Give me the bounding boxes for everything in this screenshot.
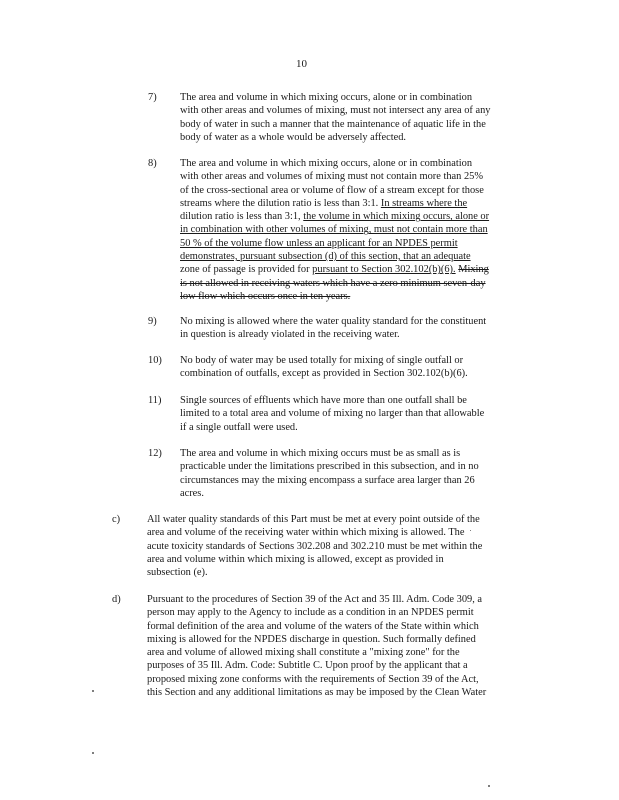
item-7-line: body of water in such a manner that the maintenance of aquatic life in the: [180, 118, 486, 130]
item-8-line: [180, 250, 530, 263]
item-10-line: combination of outfalls, except as provided in Section 302.102(b)(6).: [180, 368, 468, 380]
item-8-number: 8): [148, 158, 157, 169]
item-11-line: limited to a total area and volume of mixing no larger than that allowable: [180, 408, 485, 420]
subsection-c-line: subsection (e).: [147, 567, 208, 579]
subsection-d-line: Pursuant to the procedures of Section 39 of the Act and 35 Ill. Adm. Code 309, a: [147, 594, 483, 605]
item-7-number: 7): [148, 92, 157, 103]
subsection-d-line: mixing is allowed for the NPDES discharge in question. Such formally defined: [147, 633, 476, 645]
item-7-line: body of water as a whole would be adversely affected.: [180, 131, 407, 143]
item-9-line: No mixing is allowed where the water quality standard for the constituent: [180, 316, 487, 327]
subsection-c-line: area and volume within which mixing is allowed, except as provided in: [147, 553, 444, 565]
scan-speck: [92, 752, 94, 754]
deleted-text: Mixing: [458, 264, 489, 276]
item-9-text: [180, 315, 530, 342]
item-8-text: [180, 157, 530, 303]
item-12-number: 12): [148, 448, 162, 459]
item-7-line: with other areas and volumes of mixing, must not intersect any area of any: [180, 105, 491, 117]
scan-speck: [92, 690, 94, 692]
item-8-line: with other areas and volumes of mixing must not contain more than 25%: [180, 171, 483, 183]
subsection-c-text: [147, 513, 531, 579]
subsection-d-line: area and volume of allowed mixing shall constitute a "mixing zone" for the: [147, 647, 460, 659]
item-12-line: acres.: [180, 487, 204, 499]
item-11-text: [180, 394, 530, 434]
item-8-line: [180, 277, 530, 290]
item-9-line: in question is already violated in the receiving water.: [180, 329, 400, 341]
item-8-line: [180, 210, 530, 223]
inserted-text: in combination with other volumes of mixing, must not contain more than: [180, 224, 488, 236]
scan-speck: [470, 530, 471, 531]
item-7-line: The area and volume in which mixing occurs, alone or in combination: [180, 92, 473, 103]
item-10-line: No body of water may be used totally for mixing of single outfall or: [180, 355, 464, 366]
subsection-d-text: [147, 593, 531, 699]
item-12-text: [180, 447, 530, 500]
subsection-c-line: area and volume of the receiving water within which mixing is allowed. The: [147, 527, 465, 539]
item-12-line: circumstances may the mixing encompass a surface area larger than 26: [180, 474, 475, 486]
item-10-text: [180, 354, 530, 381]
inserted-text: demonstrates, pursuant subsection (d) of this section, that an adequate: [180, 251, 471, 263]
item-12-line: The area and volume in which mixing occurs must be as small as is: [180, 448, 461, 459]
item-8-line: [180, 263, 530, 276]
subsection-d-line: proposed mixing zone conforms with the requirements of Section 39 of the Act,: [147, 673, 479, 685]
subsection-c-line: acute toxicity standards of Sections 302.208 and 302.210 must be met within the: [147, 540, 483, 552]
item-8-line: [180, 290, 530, 303]
item-8-line: of the cross-sectional area or volume of flow of a stream except for those: [180, 184, 484, 196]
deleted-text: low flow which occurs once in ten years.: [180, 290, 351, 302]
item-9-number: 9): [148, 316, 157, 327]
inserted-text: In streams where the: [380, 197, 468, 209]
item-8-line: [180, 223, 530, 236]
inserted-text: the volume in which mixing occurs, alone or: [303, 211, 490, 223]
item-8-line: [180, 237, 530, 250]
item-8-text-run: streams where the dilution ratio is less than 3:1.: [180, 197, 379, 209]
subsection-c-letter: c): [112, 514, 121, 525]
item-8-line: The area and volume in which mixing occurs, alone or in combination: [180, 158, 473, 169]
item-8-text-run: dilution ratio is less than 3:1,: [180, 211, 301, 223]
item-8-line: [180, 197, 530, 210]
item-11-number: 11): [148, 395, 162, 406]
item-11-line: Single sources of effluents which have more than one outfall shall be: [180, 395, 467, 406]
item-12-line: practicable under the limitations prescribed in this subsection, and in no: [180, 461, 479, 473]
scan-speck: [488, 785, 490, 787]
item-10-number: 10): [148, 355, 162, 366]
subsection-d-line: purposes of 35 Ill. Adm. Code: Subtitle C. Upon proof by the applicant that a: [147, 660, 468, 672]
item-8-text-run: zone of passage is provided for: [180, 264, 310, 276]
page-number: 10: [296, 58, 307, 70]
deleted-text: is not allowed in receiving waters which have a zero minimum seven-day: [180, 277, 486, 289]
item-7-text: [180, 91, 530, 144]
subsection-d-letter: d): [112, 594, 121, 605]
subsection-c-line: All water quality standards of this Part must be met at every point outside of the: [147, 514, 480, 525]
subsection-d-line: this Section and any additional limitations as may be imposed by the Clean Water: [147, 687, 487, 699]
subsection-d-line: formal definition of the area and volume of the waters of the State within which: [147, 620, 479, 632]
inserted-text: pursuant to Section 302.102(b)(6).: [312, 264, 456, 276]
item-11-line: if a single outfall were used.: [180, 421, 298, 433]
inserted-text: 50 % of the volume flow unless an applicant for an NPDES permit: [180, 237, 458, 249]
subsection-d-line: person may apply to the Agency to include as a condition in an NPDES permit: [147, 607, 474, 619]
